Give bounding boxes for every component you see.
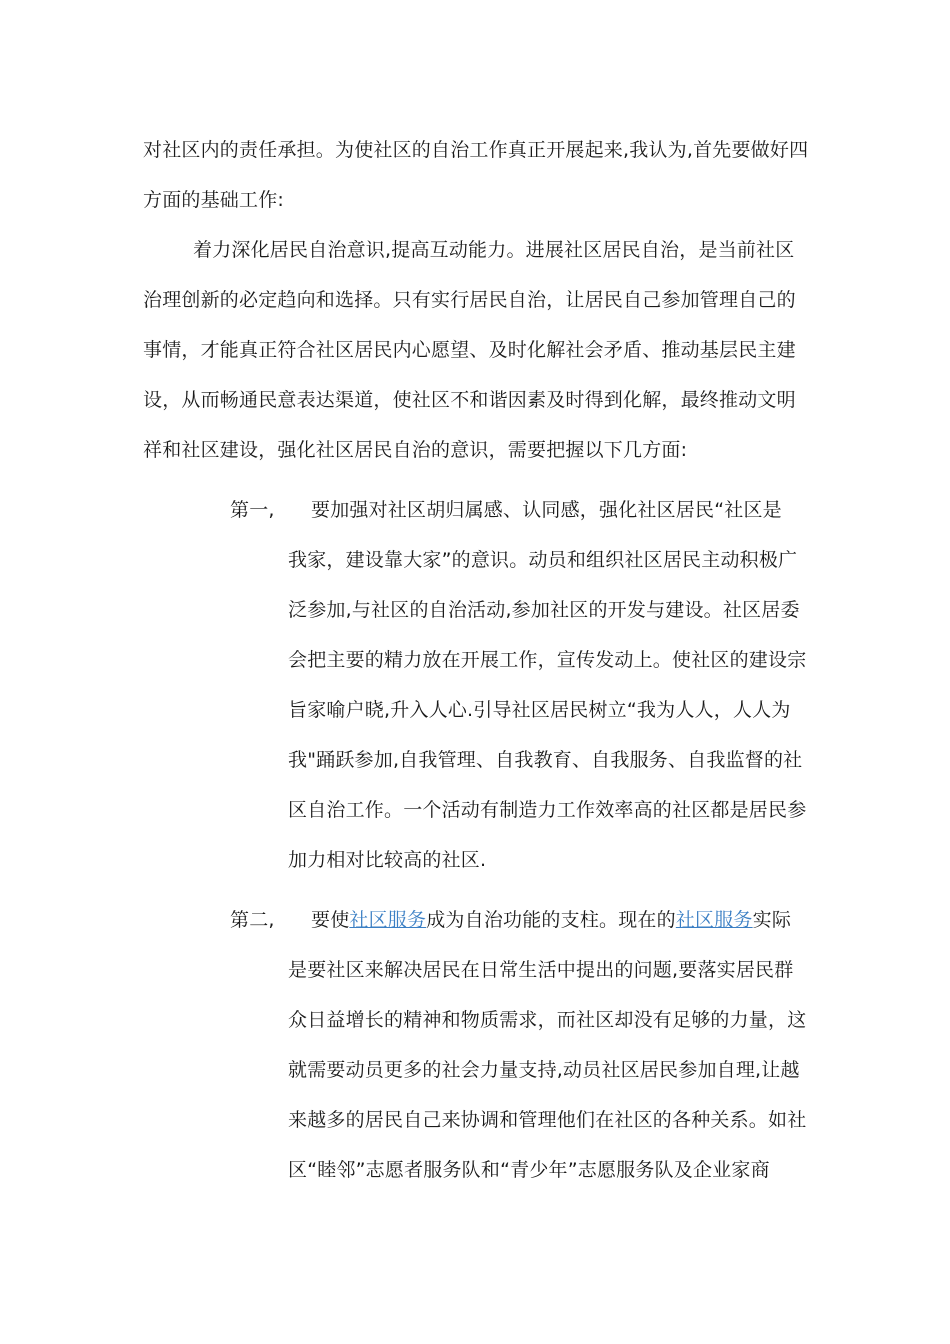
list-item-line: 区自治工作。一个活动有制造力工作效率高的社区都是居民参 — [288, 799, 807, 821]
list-item-line: 旨家喻户晓,升入人心.引导社区居民树立“我为人人，人人为 — [288, 699, 791, 721]
list-item-line: 会把主要的精力放在开展工作，宣传发动上。使社区的建设宗 — [288, 649, 807, 671]
text-run: 要使 — [311, 909, 350, 931]
list-item-line: 泛参加,与社区的自治活动,参加社区的开发与建设。社区居委 — [288, 599, 800, 621]
paragraph-line: 着力深化居民自治意识,提高互动能力。进展社区居民自治，是当前社区 — [193, 239, 795, 261]
intro-line: 方面的基础工作: — [143, 189, 285, 211]
list-marker-2: 第二, — [230, 909, 275, 931]
community-service-link[interactable]: 社区服务 — [675, 909, 753, 931]
list-item-line: 就需要动员更多的社会力量支持,动员社区居民参加自理,让越 — [288, 1059, 800, 1081]
paragraph-line: 设，从而畅通民意表达渠道，使社区不和谐因素及时得到化解，最终推动文明 — [143, 389, 796, 411]
list-item-line: 区“睦邻”志愿者服务队和“青少年”志愿服务队及企业家商 — [288, 1159, 770, 1181]
paragraph-line: 事情，才能真正符合社区居民内心愿望、及时化解社会矛盾、推动基层民主建 — [143, 339, 796, 361]
list-item-line: 众日益增长的精神和物质需求，而社区却没有足够的力量，这 — [288, 1009, 807, 1031]
community-service-link[interactable]: 社区服务 — [349, 909, 427, 931]
text-run: 实际 — [752, 909, 792, 931]
list-item-line: 来越多的居民自己来协调和管理他们在社区的各种关系。如社 — [288, 1109, 807, 1131]
list-item-first-line — [311, 908, 791, 932]
list-item-line: 是要社区来解决居民在日常生活中提出的问题,要落实居民群 — [288, 959, 794, 981]
paragraph-line: 治理创新的必定趋向和选择。只有实行居民自治，让居民自己参加管理自己的 — [143, 289, 796, 311]
text-run: 成为自治功能的支柱。现在的 — [426, 909, 676, 931]
list-item-line: 我家，建设靠大家”的意识。动员和组织社区居民主动积极广 — [288, 549, 798, 571]
list-item-line: 要加强对社区胡归属感、认同感，强化社区居民“社区是 — [311, 499, 782, 521]
intro-line: 对社区内的责任承担。为使社区的自治工作真正开展起来,我认为,首先要做好四 — [143, 139, 809, 161]
paragraph-line: 祥和社区建设，强化社区居民自治的意识，需要把握以下几方面: — [143, 439, 688, 461]
list-marker-1: 第一, — [230, 499, 275, 521]
list-item-line: 加力相对比较高的社区. — [288, 849, 487, 871]
list-item-line: 我"踊跃参加,自我管理、自我教育、自我服务、自我监督的社 — [288, 749, 803, 771]
